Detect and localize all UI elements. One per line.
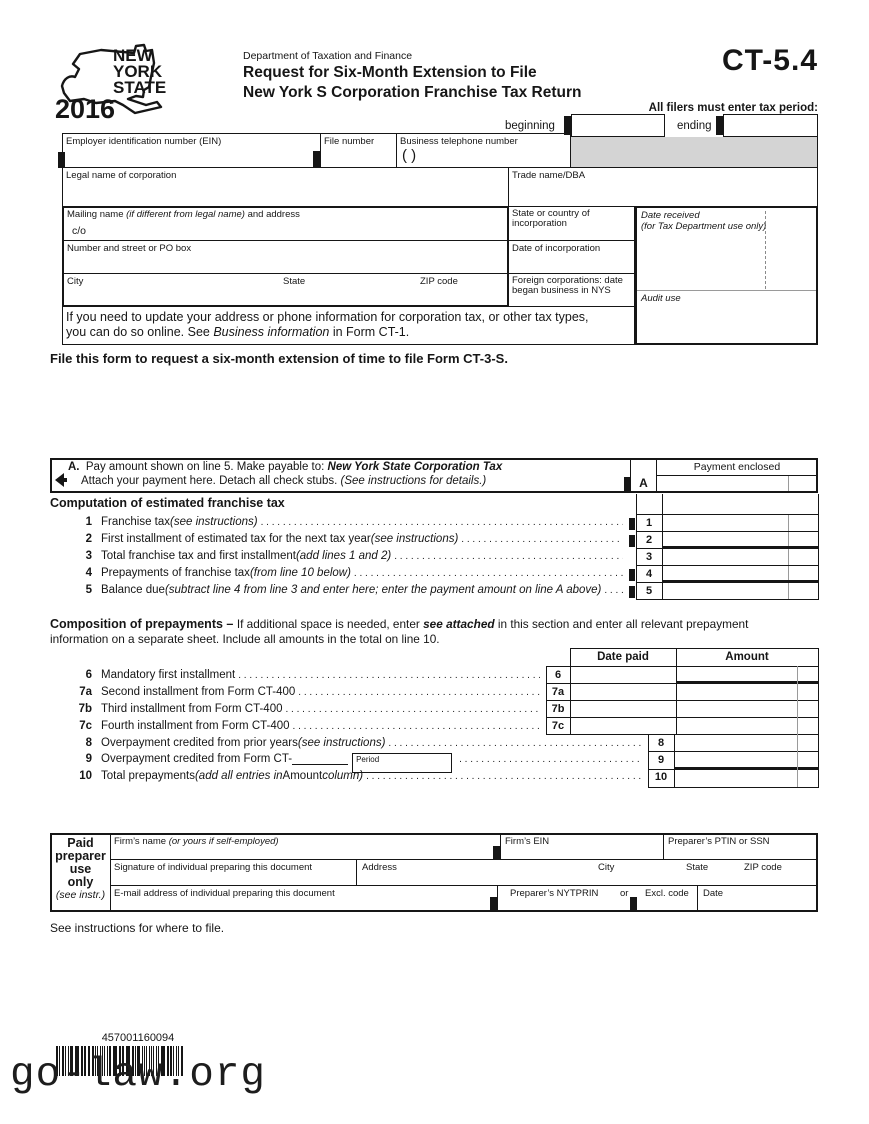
note2-pre: you can do so online. See (66, 325, 214, 339)
line-7c-date-field[interactable] (571, 718, 675, 733)
ein-label: Employer identification number (EIN) (66, 136, 222, 147)
mailing-post: and address (244, 209, 300, 220)
state-label: State (283, 276, 306, 287)
composition-line-8 (62, 737, 645, 749)
email-field[interactable] (114, 899, 489, 910)
line-7c-amount-field[interactable] (677, 718, 796, 733)
line-2-numbox: 2 (645, 534, 653, 546)
line-number: 3 (85, 550, 92, 562)
line-7a-numbox: 7a (551, 686, 565, 698)
preparer-label-line: use (69, 862, 92, 876)
line-6-numbox: 6 (554, 669, 562, 681)
composition-heading (50, 617, 748, 631)
line-3-numbox: 3 (645, 551, 653, 563)
line-9-numbox: 9 (657, 754, 665, 766)
co-label: c/o (72, 225, 87, 237)
dotted-leader (604, 585, 623, 596)
preparer-label-line: preparer (55, 849, 106, 863)
tick-mark (624, 477, 631, 491)
line-number: 7c (79, 720, 92, 732)
line-5-numbox: 5 (645, 585, 653, 597)
trade-name-label: Trade name/DBA (512, 170, 586, 181)
tick-mark (313, 151, 320, 167)
cents-divider (788, 476, 789, 491)
line-text: Overpayment credited from Form CT- (101, 753, 293, 765)
attach-arrow-icon-tail (63, 478, 67, 482)
beginning-label: beginning (505, 120, 555, 132)
signature-field[interactable] (114, 873, 352, 884)
zip-field[interactable] (420, 288, 500, 304)
payment-enclosed-label: Payment enclosed (693, 461, 781, 473)
form-title-line1: Request for Six-Month Extension to File (243, 64, 537, 81)
state-country-label: State or country of incorporation (512, 208, 590, 229)
computation-line-4 (62, 567, 626, 579)
payment-line1-bold: New York State Corporation Tax (327, 461, 503, 473)
composition-heading-post: in this section and enter all relevant prepayment (494, 617, 749, 631)
logo-text-york: YORK (113, 62, 163, 81)
tick-mark (629, 586, 635, 598)
street-field[interactable] (67, 255, 497, 271)
file-number-label: File number (324, 136, 375, 147)
line-text: Total prepayments (101, 770, 195, 782)
composition-heading-line2: information on a separate sheet. Include all amounts in the total on line 10. (50, 632, 440, 646)
line-7b-amount-field[interactable] (677, 701, 796, 716)
amount-word: Amount (282, 770, 323, 782)
line-7b-date-field[interactable] (571, 701, 675, 716)
form-title-line2: New York S Corporation Franchise Tax Return (243, 84, 582, 101)
computation-line-3 (62, 550, 626, 562)
foreign-label: Foreign corporations: date began business in NYS (512, 275, 623, 296)
shaded-area (570, 137, 818, 168)
line-italic: (see instructions) (370, 533, 459, 545)
tax-period-ending-field[interactable] (723, 114, 818, 137)
line-italic: (subtract line 4 from line 3 and enter here; enter the payment amount on line A above) (164, 584, 602, 596)
amount-header: Amount (725, 651, 769, 663)
line-text: Mandatory first installment (101, 669, 236, 681)
preparer-label-line: only (67, 875, 94, 889)
line-number: 6 (85, 669, 92, 681)
logo-year: 2016 (55, 94, 116, 124)
divider (818, 648, 819, 787)
composition-line-6 (62, 669, 543, 681)
firm-name-field[interactable] (114, 847, 494, 858)
divider (546, 734, 819, 735)
mailing-name-field[interactable] (120, 218, 500, 238)
nytprin-field[interactable] (510, 899, 610, 910)
preparer-city-label: City (598, 862, 615, 873)
dotted-leader (366, 771, 642, 782)
period-label: Period (356, 755, 380, 764)
line-1-amount-field[interactable] (663, 515, 787, 530)
city-field[interactable] (67, 288, 267, 304)
dotted-leader (261, 517, 623, 528)
composition-heading-pre: If additional space is needed, enter (236, 617, 424, 631)
payment-line2 (81, 475, 486, 487)
composition-heading-bold: Composition of prepayments – (50, 617, 237, 631)
divider (648, 787, 819, 788)
line-italic: (see instructions) (297, 737, 386, 749)
date-incorp-label: Date of incorporation (512, 243, 601, 254)
preparer-address-label: Address (362, 862, 397, 873)
cents-divider (788, 514, 789, 599)
payment-line2-pre: Attach your payment here. Detach all check stubs. (81, 475, 341, 487)
dotted-leader (354, 568, 623, 579)
line-text: Third installment from Form CT-400 (101, 703, 283, 715)
preparer-date-field[interactable] (703, 899, 813, 910)
firm-name-italic: (or yours if self-employed) (168, 836, 279, 847)
line-1-numbox: 1 (645, 517, 653, 529)
composition-see-attached: see attached (423, 617, 495, 631)
legal-name-label: Legal name of corporation (66, 170, 177, 181)
line-6-date-field[interactable] (571, 667, 675, 682)
divider (637, 290, 816, 291)
tick-mark (629, 569, 635, 581)
dotted-leader (388, 738, 642, 749)
dotted-leader (298, 687, 540, 698)
mailing-italic: (if different from legal name) (126, 209, 245, 220)
ending-label: ending (677, 120, 712, 132)
preparer-zip-label: ZIP code (744, 862, 782, 873)
line-number: 4 (85, 567, 92, 579)
computation-line-2 (62, 533, 626, 545)
ptin-field[interactable] (668, 847, 813, 858)
composition-line-7a (62, 686, 543, 698)
line-text: Fourth installment from Form CT-400 (101, 720, 290, 732)
barcode-number: 457001160094 (101, 1032, 175, 1044)
city-label: City (67, 276, 84, 287)
note2-italic: Business information (213, 325, 330, 339)
line-text: First installment of estimated tax for the next tax year (101, 533, 371, 545)
ptin-label: Preparer’s PTIN or SSN (668, 836, 770, 847)
divider (663, 834, 664, 859)
form-number: CT-5.4 (721, 44, 818, 77)
where-to-file-note: See instructions for where to file. (50, 921, 225, 935)
tick-mark (629, 518, 635, 530)
line-8-amount-field[interactable] (675, 736, 796, 750)
line-number: 8 (85, 737, 92, 749)
tick-mark (58, 152, 65, 168)
line-10-amount-field[interactable] (675, 771, 796, 785)
zip-label: ZIP code (420, 276, 458, 287)
preparer-state-field[interactable] (686, 873, 736, 884)
update-note-line2 (66, 325, 409, 339)
row-a-letter: A (639, 476, 648, 490)
tax-period-beginning-field[interactable] (571, 114, 665, 137)
line-text: Total franchise tax and first installment (101, 550, 296, 562)
date-received-label: Date received (641, 210, 700, 221)
preparer-city-field[interactable] (598, 873, 678, 884)
preparer-label-line: Paid (67, 836, 94, 850)
firm-name-pre: Firm’s name (114, 836, 169, 847)
logo-text-new: NEW (113, 46, 153, 65)
line-italic: (add lines 1 and 2) (295, 550, 392, 562)
composition-line-7b (62, 703, 543, 715)
divider (110, 859, 817, 860)
line-number: 10 (79, 770, 92, 782)
tick-mark (630, 897, 637, 911)
divider (636, 599, 819, 600)
line-7b-numbox: 7b (551, 703, 565, 715)
line-7a-date-field[interactable] (571, 684, 675, 699)
payment-a-label: A. (68, 461, 80, 473)
line-text: Overpayment credited from prior years (101, 737, 298, 749)
logo-text-state: STATE (113, 78, 167, 97)
firm-ein-field[interactable] (505, 847, 660, 858)
dotted-leader (394, 551, 623, 562)
divider (110, 834, 111, 911)
line-5-amount-field[interactable] (663, 583, 787, 598)
divider (500, 834, 501, 859)
preparer-zip-field[interactable] (744, 873, 814, 884)
tick-mark (629, 535, 635, 547)
line-10-numbox: 10 (654, 771, 668, 783)
composition-line-9 (62, 753, 645, 768)
line-number: 9 (85, 753, 92, 765)
date-paid-header: Date paid (597, 651, 649, 663)
line-number: 5 (85, 584, 92, 596)
line-4-amount-field[interactable] (663, 566, 787, 581)
line-number: 7b (78, 703, 92, 715)
divider (63, 273, 507, 274)
state-field[interactable] (283, 288, 383, 304)
cents-divider (797, 666, 798, 787)
line-italic: (add all entries in (194, 770, 283, 782)
divider (63, 240, 507, 241)
dotted-leader (238, 670, 540, 681)
tick-mark (716, 116, 723, 135)
divider (697, 885, 698, 911)
payment-line2-italic: (See instructions for details.) (340, 475, 487, 487)
or-label: or (620, 888, 629, 899)
signature-label: Signature of individual preparing this document (114, 862, 313, 873)
watermark: go-law.org (10, 1052, 267, 1098)
line-text: Prepayments of franchise tax (101, 567, 250, 579)
line-7c-numbox: 7c (551, 720, 565, 732)
dotted-leader (293, 721, 540, 732)
composition-line-10 (62, 770, 645, 782)
file-instruction: File this form to request a six-month extension of time to file Form CT-3-S. (50, 351, 508, 366)
phone-parens: ( ) (402, 147, 417, 164)
excl-code-label: Excl. code (645, 888, 689, 899)
tax-period-note: All filers must enter tax period: (648, 102, 818, 114)
dashed-divider (765, 211, 766, 289)
date-received-sub: (for Tax Department use only) (641, 221, 767, 232)
tick-mark (490, 897, 497, 911)
nys-logo (55, 42, 173, 124)
preparer-date-label: Date (703, 888, 724, 899)
blank-underline[interactable] (292, 764, 348, 765)
preparer-label-line: (see instr.) (55, 889, 106, 901)
payment-line1-pre: Pay amount shown on line 5. Make payable to: (85, 461, 328, 473)
line-text: Balance due (101, 584, 165, 596)
tick-mark (493, 846, 500, 859)
dotted-leader (459, 754, 642, 765)
divider (497, 885, 498, 911)
divider (110, 885, 817, 886)
payment-amount-field[interactable] (658, 476, 786, 491)
phone-label: Business telephone number (400, 136, 518, 147)
dotted-leader (286, 704, 541, 715)
audit-use-label: Audit use (641, 293, 681, 304)
divider (356, 859, 357, 885)
line-italic: (see instructions) (170, 516, 258, 528)
line-8-numbox: 8 (657, 737, 665, 749)
excl-code-field[interactable] (645, 899, 690, 910)
computation-line-5 (62, 584, 626, 596)
update-note-line1: If you need to update your address or phone information for corporation tax, or other tax types, (66, 310, 589, 324)
preparer-address-field[interactable] (362, 873, 592, 884)
divider (636, 494, 637, 599)
computation-heading: Computation of estimated franchise tax (50, 496, 285, 510)
line-9-amount-field[interactable] (675, 753, 796, 767)
street-label: Number and street or PO box (67, 243, 192, 254)
line-2-amount-field[interactable] (663, 532, 787, 547)
preparer-box-label (52, 837, 109, 902)
nytprin-label: Preparer’s NYTPRIN (510, 888, 599, 899)
note2-post: in Form CT-1. (329, 325, 410, 339)
payment-line1 (68, 461, 502, 473)
line-6-amount-field[interactable] (677, 667, 796, 682)
department-name: Department of Taxation and Finance (243, 50, 413, 62)
line-number: 1 (85, 516, 92, 528)
mailing-pre: Mailing name (67, 209, 127, 220)
divider (570, 648, 819, 649)
line-number: 2 (85, 533, 92, 545)
line-italic: column) (322, 770, 364, 782)
firm-ein-label: Firm’s EIN (505, 836, 550, 847)
line-3-amount-field[interactable] (663, 549, 787, 564)
line-4-numbox: 4 (645, 568, 653, 580)
email-label: E-mail address of individual preparing this document (114, 888, 335, 899)
preparer-state-label: State (686, 862, 709, 873)
dotted-leader (461, 534, 623, 545)
composition-line-7c (62, 720, 543, 732)
line-italic: (from line 10 below) (249, 567, 351, 579)
line-text: Second installment from Form CT-400 (101, 686, 296, 698)
line-text: Franchise tax (101, 516, 171, 528)
computation-line-1 (62, 516, 626, 528)
line-7a-amount-field[interactable] (677, 684, 796, 699)
line-number: 7a (79, 686, 92, 698)
firm-name-label (114, 837, 279, 847)
